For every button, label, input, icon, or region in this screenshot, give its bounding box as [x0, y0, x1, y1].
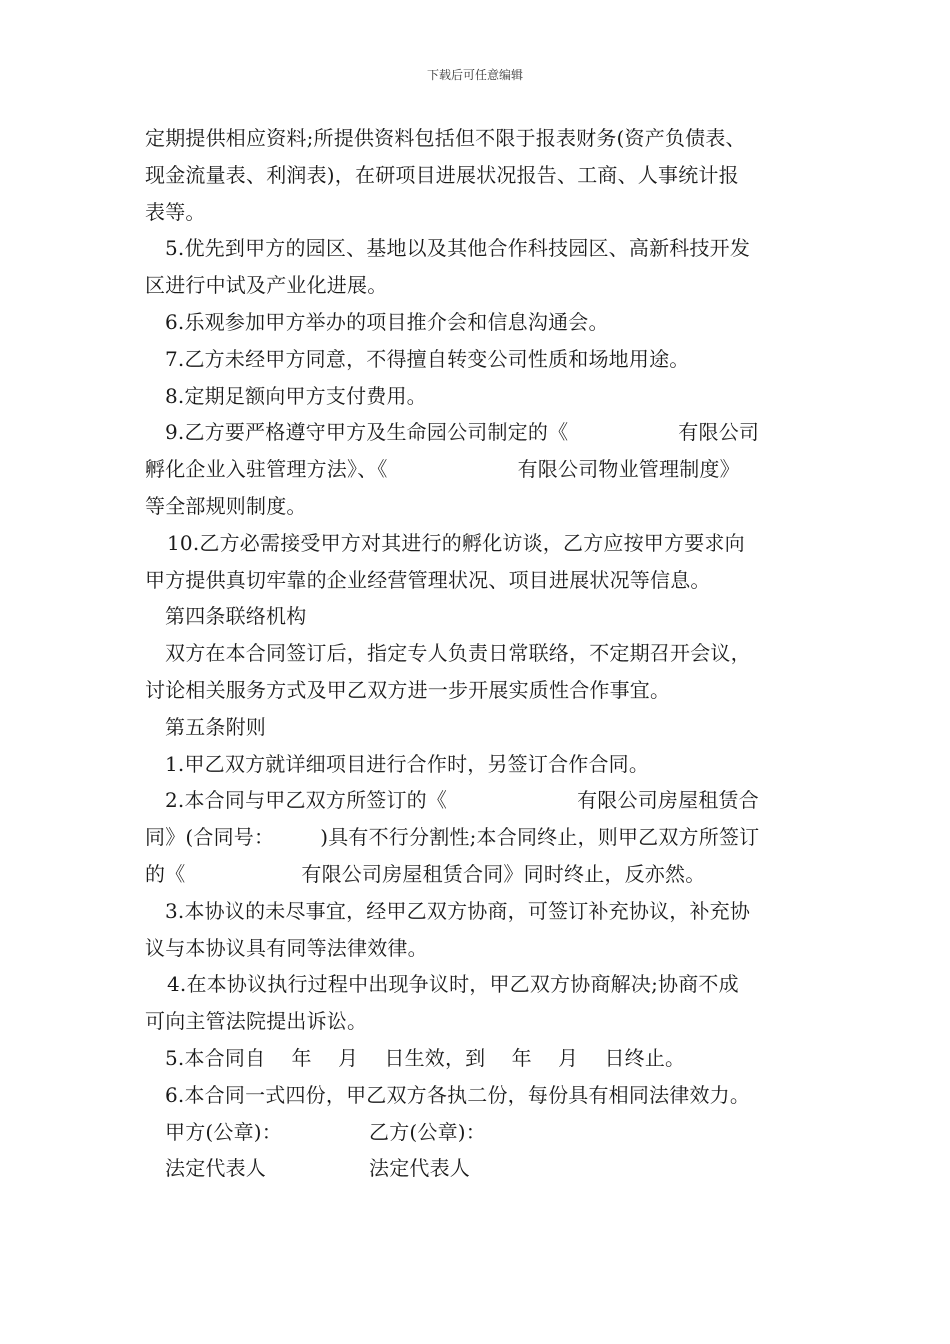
clause-8: 8.定期足额向甲方支付费用。 [165, 383, 427, 408]
appendix-clause-4: 4.在本协议执行过程中出现争议时，甲乙双方协商解决;协商不成 [167, 972, 739, 997]
appendix-clause-3: 3.本协议的未尽事宜，经甲乙双方协商，可签订补充协议，补充协 [165, 898, 751, 923]
paragraph-line: 议与本协议具有同等法律效律。 [145, 935, 428, 960]
clause-7: 7.乙方未经甲方同意，不得擅自转变公司性质和场地用途。 [165, 346, 690, 371]
appendix-clause-2 [145, 782, 815, 819]
paragraph-line: 现金流量表、利润表)，在研项目进展状况报告、工商、人事统计报 [145, 162, 739, 187]
clause-2-text-c: )具有不行分割性;本合同终止，则甲乙双方所签订 [320, 825, 760, 850]
paragraph-line: 区进行中试及产业化进展。 [145, 273, 388, 298]
contract-number-label: 同》(合同号： [145, 825, 275, 850]
regulation-title-a: 孵化企业入驻管理方法》、《 [145, 457, 388, 482]
party-b-seal-label: 乙方(公章)： [369, 1119, 487, 1144]
clause-6: 6.乐观参加甲方举办的项目推介会和信息沟通会。 [165, 309, 609, 334]
clause-2-text-d: 的《 [145, 861, 186, 886]
section-heading-5: 第五条附则 [165, 714, 266, 739]
paragraph-line: 讨论相关服务方式及甲乙双方进一步开展实质性合作事宜。 [145, 677, 671, 702]
clause-2-text-b: 有限公司房屋租赁合 [577, 788, 759, 813]
appendix-clause-1: 1.甲乙双方就详细项目进行合作时，另签订合作合同。 [165, 751, 650, 776]
paragraph-line: 甲方提供真切牢靠的企业经营管理状况、项目进展状况等信息。 [145, 567, 711, 592]
paragraph-line: 可向主管法院提出诉讼。 [145, 1009, 368, 1034]
clause-10: 10.乙方必需接受甲方对其进行的孵化访谈，乙方应按甲方要求向 [167, 530, 745, 555]
clause-5: 5.优先到甲方的园区、基地以及其他合作科技园区、高新科技开发 [165, 236, 751, 261]
paragraph-line: 双方在本合同签订后，指定专人负责日常联络，不定期召开会议， [165, 641, 751, 666]
paragraph-line [145, 451, 815, 488]
clause-2-text-e: 有限公司房屋租赁合同》同时终止，反亦然。 [301, 861, 706, 886]
party-a-rep-label: 法定代表人 [165, 1156, 266, 1181]
contract-body [145, 120, 815, 1187]
paragraph-line [145, 819, 815, 856]
clause-9 [145, 414, 815, 451]
company-name-blank-text: 有限公司 [678, 420, 760, 445]
section-heading-4: 第四条联络机构 [165, 604, 307, 629]
paragraph-line: 定期提供相应资料;所提供资料包括但不限于报表财务(资产负债表、 [145, 126, 746, 150]
page-header-note: 下载后可任意编辑 [426, 68, 523, 82]
signature-seal-row [145, 1114, 815, 1151]
party-a-seal-label: 甲方(公章)： [165, 1119, 283, 1144]
signature-rep-row [145, 1150, 815, 1187]
paragraph-line: 等全部规则制度。 [145, 493, 307, 518]
clause-9-text: 9.乙方要严格遵守甲方及生命园公司制定的《 [165, 420, 569, 445]
appendix-clause-6: 6.本合同一式四份，甲乙双方各执二份，每份具有相同法律效力。 [165, 1082, 751, 1107]
appendix-clause-5: 5.本合同自 年 月 日生效，到 年 月 日终止。 [165, 1045, 686, 1070]
paragraph-line [145, 856, 815, 893]
party-b-rep-label: 法定代表人 [369, 1156, 470, 1181]
clause-2-text-a: 2.本合同与甲乙双方所签订的《 [165, 788, 448, 813]
paragraph-line: 表等。 [145, 199, 206, 224]
regulation-title-b: 有限公司物业管理制度》 [517, 457, 740, 482]
